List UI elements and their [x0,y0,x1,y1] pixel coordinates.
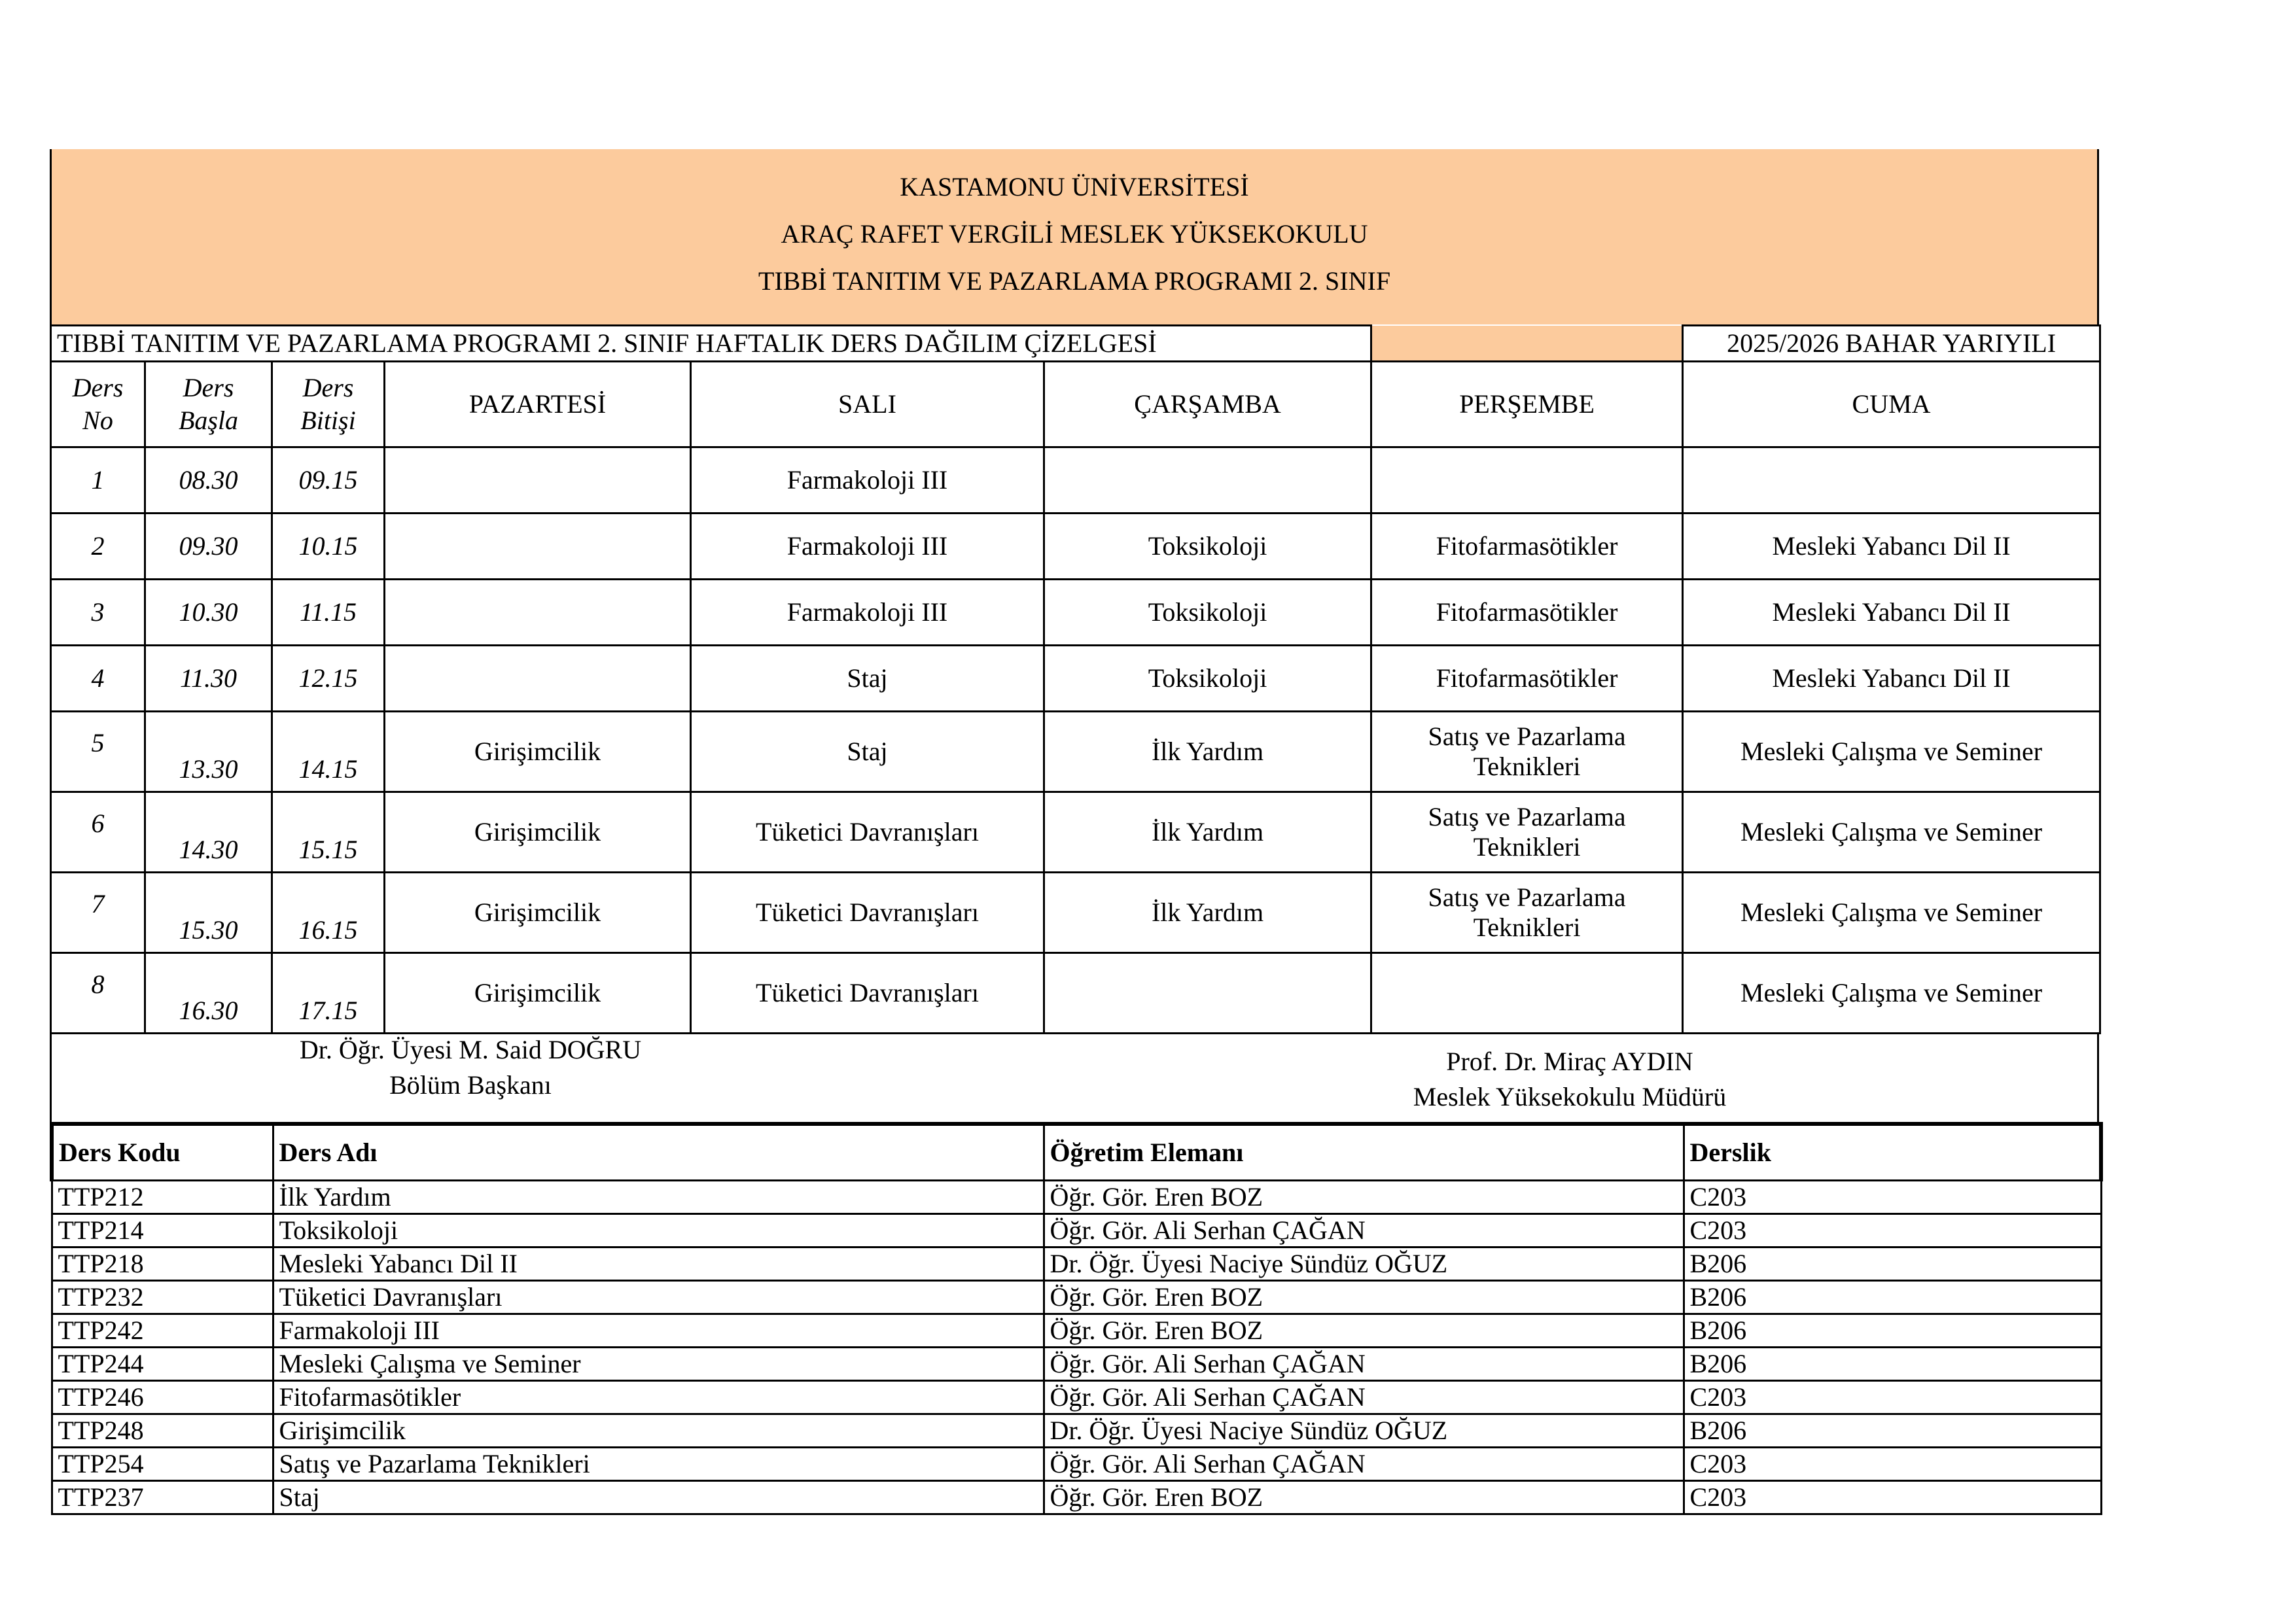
slot-course-wednesday: İlk Yardım [1044,712,1371,792]
slot-course-tuesday: Tüketici Davranışları [691,953,1044,1034]
slot-number: 1 [51,447,145,514]
schedule-row [51,953,2100,1034]
slot-number: 8 [51,953,145,1034]
slot-course-wednesday: İlk Yardım [1044,792,1371,873]
term-label: 2025/2026 BAHAR YARIYILI [1683,326,2100,362]
instructor: Öğr. Gör. Ali Serhan ÇAĞAN [1044,1381,1684,1414]
slot-number: 4 [51,646,145,712]
slot-course-monday: Girişimcilik [385,873,691,953]
slot-start-time: 11.30 [145,646,272,712]
classroom: B206 [1684,1414,2101,1448]
course-row [52,1314,2101,1348]
course-code: TTP212 [52,1181,273,1214]
course-list-header [52,1124,2101,1181]
slot-course-friday: Mesleki Çalışma ve Seminer [1683,873,2100,953]
header-instructor: Öğretim Elemanı [1044,1124,1684,1181]
header-course-code: Ders Kodu [52,1124,273,1181]
course-row [52,1481,2101,1514]
instructor: Öğr. Gör. Ali Serhan ÇAĞAN [1044,1448,1684,1481]
course-name: Staj [273,1481,1044,1514]
day-header-friday: CUMA [1683,362,2100,447]
course-name: Farmakoloji III [273,1314,1044,1348]
header-banner [50,149,2099,324]
course-code: TTP248 [52,1414,273,1448]
course-list-table [50,1122,2103,1515]
day-header-monday: PAZARTESİ [385,362,691,447]
course-row [52,1448,2101,1481]
schedule-row [51,792,2100,873]
slot-end-time: 11.15 [272,580,385,646]
slot-course-thursday [1371,447,1683,514]
slot-course-wednesday: Toksikoloji [1044,646,1371,712]
slot-end-time: 17.15 [272,953,385,1034]
slot-start-time: 14.30 [145,792,272,873]
slot-course-tuesday: Tüketici Davranışları [691,792,1044,873]
course-code: TTP232 [52,1281,273,1314]
schedule-row [51,646,2100,712]
course-name: İlk Yardım [273,1181,1044,1214]
slot-course-monday: Girişimcilik [385,712,691,792]
slot-number: 2 [51,514,145,580]
slot-course-tuesday: Farmakoloji III [691,447,1044,514]
course-row [52,1414,2101,1448]
course-code: TTP244 [52,1348,273,1381]
slot-course-monday [385,646,691,712]
course-name: Tüketici Davranışları [273,1281,1044,1314]
classroom: B206 [1684,1281,2101,1314]
department-head-title: Bölüm Başkanı [389,1070,552,1100]
slot-course-wednesday: Toksikoloji [1044,514,1371,580]
classroom: C203 [1684,1381,2101,1414]
slot-end-time: 09.15 [272,447,385,514]
slot-start-time: 13.30 [145,712,272,792]
course-code: TTP246 [52,1381,273,1414]
course-name: Girişimcilik [273,1414,1044,1448]
slot-course-monday: Girişimcilik [385,953,691,1034]
classroom: C203 [1684,1448,2101,1481]
col-header-no: Ders No [51,362,145,447]
slot-start-time: 09.30 [145,514,272,580]
slot-end-time: 14.15 [272,712,385,792]
course-code: TTP237 [52,1481,273,1514]
slot-course-friday: Mesleki Çalışma ve Seminer [1683,953,2100,1034]
course-name: Toksikoloji [273,1214,1044,1248]
slot-course-thursday: Satış ve Pazarlama Teknikleri [1371,873,1683,953]
course-code: TTP218 [52,1248,273,1281]
schedule-row [51,580,2100,646]
slot-number: 5 [51,712,145,792]
course-list-rows [52,1181,2101,1514]
course-row [52,1381,2101,1414]
slot-end-time: 16.15 [272,873,385,953]
slot-number: 6 [51,792,145,873]
slot-course-monday [385,580,691,646]
course-row [52,1248,2101,1281]
slot-start-time: 15.30 [145,873,272,953]
course-code: TTP254 [52,1448,273,1481]
slot-course-tuesday: Tüketici Davranışları [691,873,1044,953]
header-classroom: Derslik [1684,1124,2101,1181]
slot-course-monday [385,514,691,580]
director-name: Prof. Dr. Miraç AYDIN [1446,1047,1693,1076]
program-name: TIBBİ TANITIM VE PAZARLAMA PROGRAMI 2. SINIF [758,266,1391,296]
schedule-row [51,712,2100,792]
instructor: Öğr. Gör. Eren BOZ [1044,1281,1684,1314]
slot-course-thursday: Fitofarmasötikler [1371,514,1683,580]
schedule-header-row [51,362,2100,447]
slot-course-wednesday [1044,953,1371,1034]
slot-number: 7 [51,873,145,953]
instructor: Dr. Öğr. Üyesi Naciye Sündüz OĞUZ [1044,1414,1684,1448]
slot-start-time: 10.30 [145,580,272,646]
schedule-title: TIBBİ TANITIM VE PAZARLAMA PROGRAMI 2. SINIF HAFTALIK DERS DAĞILIM ÇİZELGESİ [51,326,1371,362]
slot-course-friday [1683,447,2100,514]
university-name: KASTAMONU ÜNİVERSİTESİ [900,172,1249,201]
col-header-end: Ders Bitişi [272,362,385,447]
slot-start-time: 16.30 [145,953,272,1034]
weekly-schedule-table [50,324,2101,1034]
slot-course-monday: Girişimcilik [385,792,691,873]
instructor: Öğr. Gör. Eren BOZ [1044,1314,1684,1348]
slot-end-time: 15.15 [272,792,385,873]
course-row [52,1181,2101,1214]
course-name: Satış ve Pazarlama Teknikleri [273,1448,1044,1481]
slot-course-monday [385,447,691,514]
col-header-start: Ders Başla [145,362,272,447]
classroom: B206 [1684,1248,2101,1281]
instructor: Dr. Öğr. Üyesi Naciye Sündüz OĞUZ [1044,1248,1684,1281]
course-name: Fitofarmasötikler [273,1381,1044,1414]
schedule-row [51,447,2100,514]
slot-course-tuesday: Staj [691,646,1044,712]
course-row [52,1214,2101,1248]
schedule-row [51,514,2100,580]
slot-end-time: 10.15 [272,514,385,580]
header-course-name: Ders Adı [273,1124,1044,1181]
day-header-wednesday: ÇARŞAMBA [1044,362,1371,447]
schedule-title-row [51,326,2100,362]
director-title: Meslek Yüksekokulu Müdürü [1413,1082,1727,1111]
course-name: Mesleki Çalışma ve Seminer [273,1348,1044,1381]
slot-course-friday: Mesleki Çalışma ve Seminer [1683,712,2100,792]
instructor: Öğr. Gör. Eren BOZ [1044,1181,1684,1214]
slot-course-friday: Mesleki Yabancı Dil II [1683,514,2100,580]
slot-course-tuesday: Staj [691,712,1044,792]
instructor: Öğr. Gör. Eren BOZ [1044,1481,1684,1514]
slot-start-time: 08.30 [145,447,272,514]
slot-course-friday: Mesleki Yabancı Dil II [1683,646,2100,712]
title-gap-cell [1371,326,1683,362]
slot-course-wednesday [1044,447,1371,514]
slot-course-wednesday: İlk Yardım [1044,873,1371,953]
course-code: TTP242 [52,1314,273,1348]
slot-course-thursday: Fitofarmasötikler [1371,580,1683,646]
slot-course-thursday: Fitofarmasötikler [1371,646,1683,712]
course-row [52,1281,2101,1314]
slot-course-wednesday: Toksikoloji [1044,580,1371,646]
slot-course-thursday [1371,953,1683,1034]
slot-course-tuesday: Farmakoloji III [691,580,1044,646]
instructor: Öğr. Gör. Ali Serhan ÇAĞAN [1044,1214,1684,1248]
slot-course-friday: Mesleki Yabancı Dil II [1683,580,2100,646]
schedule-row [51,873,2100,953]
classroom: C203 [1684,1214,2101,1248]
day-header-tuesday: SALI [691,362,1044,447]
slot-end-time: 12.15 [272,646,385,712]
signature-block [50,1034,2099,1122]
course-row [52,1348,2101,1381]
day-header-thursday: PERŞEMBE [1371,362,1683,447]
slot-course-tuesday: Farmakoloji III [691,514,1044,580]
classroom: C203 [1684,1481,2101,1514]
slot-number: 3 [51,580,145,646]
classroom: C203 [1684,1181,2101,1214]
classroom: B206 [1684,1348,2101,1381]
schedule-slots [51,447,2100,1034]
slot-course-thursday: Satış ve Pazarlama Teknikleri [1371,792,1683,873]
slot-course-thursday: Satış ve Pazarlama Teknikleri [1371,712,1683,792]
course-name: Mesleki Yabancı Dil II [273,1248,1044,1281]
slot-course-friday: Mesleki Çalışma ve Seminer [1683,792,2100,873]
course-code: TTP214 [52,1214,273,1248]
school-name: ARAÇ RAFET VERGİLİ MESLEK YÜKSEKOKULU [781,219,1368,249]
schedule-sheet [50,149,2099,1515]
instructor: Öğr. Gör. Ali Serhan ÇAĞAN [1044,1348,1684,1381]
department-head-name: Dr. Öğr. Üyesi M. Said DOĞRU [299,1035,642,1064]
classroom: B206 [1684,1314,2101,1348]
